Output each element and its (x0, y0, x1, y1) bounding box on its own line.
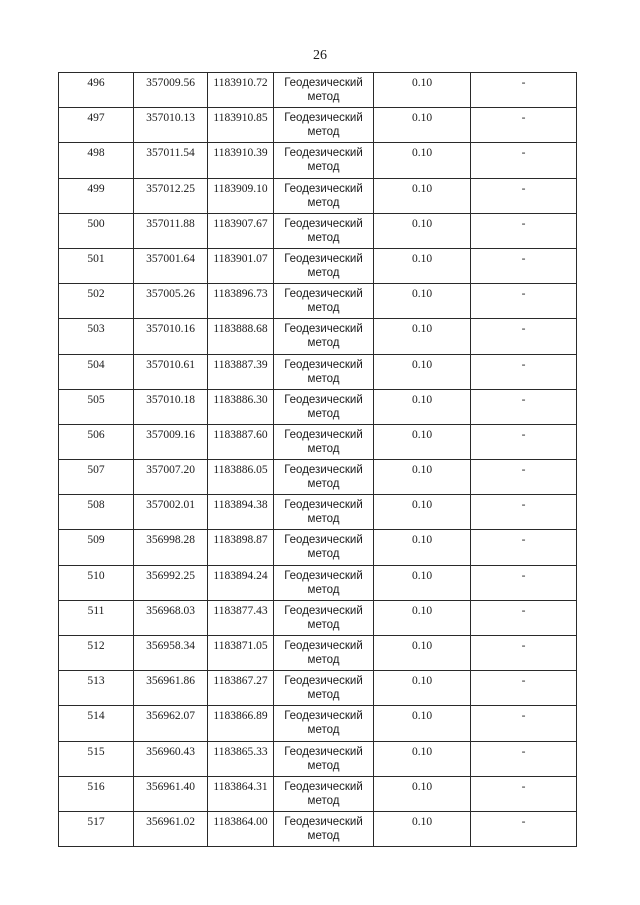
method-cell: Геодезический метод (274, 530, 374, 565)
y-coordinate-cell: 1183865.33 (208, 741, 274, 776)
page-number: 26 (313, 48, 327, 63)
point-number-cell: 511 (59, 600, 134, 635)
table-row (59, 284, 577, 319)
accuracy-cell: 0.10 (374, 319, 471, 354)
point-number-cell: 500 (59, 213, 134, 248)
x-coordinate-cell: 357005.26 (134, 284, 208, 319)
accuracy-cell: 0.10 (374, 565, 471, 600)
point-number-cell: 510 (59, 565, 134, 600)
description-cell: - (471, 389, 577, 424)
table-row (59, 671, 577, 706)
accuracy-cell: 0.10 (374, 424, 471, 459)
x-coordinate-cell: 357010.16 (134, 319, 208, 354)
method-cell: Геодезический метод (274, 284, 374, 319)
description-cell: - (471, 495, 577, 530)
description-cell: - (471, 284, 577, 319)
point-number-cell: 503 (59, 319, 134, 354)
y-coordinate-cell: 1183898.87 (208, 530, 274, 565)
point-number-cell: 496 (59, 73, 134, 108)
method-cell: Геодезический метод (274, 495, 374, 530)
description-cell: - (471, 108, 577, 143)
method-cell: Геодезический метод (274, 178, 374, 213)
method-cell: Геодезический метод (274, 741, 374, 776)
description-cell: - (471, 354, 577, 389)
table-row (59, 108, 577, 143)
method-cell: Геодезический метод (274, 706, 374, 741)
x-coordinate-cell: 357001.64 (134, 248, 208, 283)
y-coordinate-cell: 1183867.27 (208, 671, 274, 706)
accuracy-cell: 0.10 (374, 213, 471, 248)
accuracy-cell: 0.10 (374, 671, 471, 706)
accuracy-cell: 0.10 (374, 776, 471, 811)
description-cell: - (471, 530, 577, 565)
method-cell: Геодезический метод (274, 600, 374, 635)
description-cell: - (471, 213, 577, 248)
accuracy-cell: 0.10 (374, 284, 471, 319)
y-coordinate-cell: 1183910.39 (208, 143, 274, 178)
method-cell: Геодезический метод (274, 811, 374, 846)
description-cell: - (471, 565, 577, 600)
accuracy-cell: 0.10 (374, 389, 471, 424)
y-coordinate-cell: 1183871.05 (208, 636, 274, 671)
y-coordinate-cell: 1183864.31 (208, 776, 274, 811)
point-number-cell: 506 (59, 424, 134, 459)
table-row (59, 636, 577, 671)
table-row (59, 776, 577, 811)
accuracy-cell: 0.10 (374, 178, 471, 213)
method-cell: Геодезический метод (274, 319, 374, 354)
description-cell: - (471, 319, 577, 354)
table-row (59, 600, 577, 635)
y-coordinate-cell: 1183886.30 (208, 389, 274, 424)
method-cell: Геодезический метод (274, 460, 374, 495)
y-coordinate-cell: 1183894.24 (208, 565, 274, 600)
table-row (59, 354, 577, 389)
point-number-cell: 502 (59, 284, 134, 319)
method-cell: Геодезический метод (274, 73, 374, 108)
description-cell: - (471, 706, 577, 741)
method-cell: Геодезический метод (274, 636, 374, 671)
table-row (59, 143, 577, 178)
point-number-cell: 517 (59, 811, 134, 846)
table-row (59, 495, 577, 530)
description-cell: - (471, 600, 577, 635)
y-coordinate-cell: 1183888.68 (208, 319, 274, 354)
point-number-cell: 515 (59, 741, 134, 776)
point-number-cell: 505 (59, 389, 134, 424)
accuracy-cell: 0.10 (374, 460, 471, 495)
y-coordinate-cell: 1183886.05 (208, 460, 274, 495)
y-coordinate-cell: 1183910.72 (208, 73, 274, 108)
description-cell: - (471, 248, 577, 283)
x-coordinate-cell: 356998.28 (134, 530, 208, 565)
method-cell: Геодезический метод (274, 213, 374, 248)
point-number-cell: 498 (59, 143, 134, 178)
description-cell: - (471, 178, 577, 213)
y-coordinate-cell: 1183910.85 (208, 108, 274, 143)
point-number-cell: 504 (59, 354, 134, 389)
x-coordinate-cell: 357010.61 (134, 354, 208, 389)
x-coordinate-cell: 356961.40 (134, 776, 208, 811)
accuracy-cell: 0.10 (374, 354, 471, 389)
point-number-cell: 516 (59, 776, 134, 811)
table-row (59, 706, 577, 741)
accuracy-cell: 0.10 (374, 741, 471, 776)
coordinates-table (58, 72, 577, 847)
x-coordinate-cell: 356968.03 (134, 600, 208, 635)
method-cell: Геодезический метод (274, 389, 374, 424)
y-coordinate-cell: 1183901.07 (208, 248, 274, 283)
x-coordinate-cell: 356961.02 (134, 811, 208, 846)
point-number-cell: 497 (59, 108, 134, 143)
accuracy-cell: 0.10 (374, 108, 471, 143)
method-cell: Геодезический метод (274, 424, 374, 459)
x-coordinate-cell: 356961.86 (134, 671, 208, 706)
x-coordinate-cell: 356992.25 (134, 565, 208, 600)
table-row (59, 178, 577, 213)
x-coordinate-cell: 357011.54 (134, 143, 208, 178)
y-coordinate-cell: 1183887.39 (208, 354, 274, 389)
y-coordinate-cell: 1183896.73 (208, 284, 274, 319)
table-row (59, 319, 577, 354)
description-cell: - (471, 143, 577, 178)
x-coordinate-cell: 357002.01 (134, 495, 208, 530)
method-cell: Геодезический метод (274, 354, 374, 389)
point-number-cell: 508 (59, 495, 134, 530)
table-row (59, 460, 577, 495)
point-number-cell: 513 (59, 671, 134, 706)
method-cell: Геодезический метод (274, 143, 374, 178)
accuracy-cell: 0.10 (374, 811, 471, 846)
x-coordinate-cell: 357012.25 (134, 178, 208, 213)
accuracy-cell: 0.10 (374, 73, 471, 108)
table-row (59, 811, 577, 846)
table-row (59, 565, 577, 600)
method-cell: Геодезический метод (274, 565, 374, 600)
point-number-cell: 509 (59, 530, 134, 565)
table-row (59, 741, 577, 776)
x-coordinate-cell: 357009.56 (134, 73, 208, 108)
x-coordinate-cell: 356960.43 (134, 741, 208, 776)
point-number-cell: 501 (59, 248, 134, 283)
description-cell: - (471, 671, 577, 706)
description-cell: - (471, 636, 577, 671)
x-coordinate-cell: 356962.07 (134, 706, 208, 741)
point-number-cell: 507 (59, 460, 134, 495)
accuracy-cell: 0.10 (374, 143, 471, 178)
x-coordinate-cell: 357007.20 (134, 460, 208, 495)
y-coordinate-cell: 1183909.10 (208, 178, 274, 213)
description-cell: - (471, 460, 577, 495)
y-coordinate-cell: 1183864.00 (208, 811, 274, 846)
y-coordinate-cell: 1183877.43 (208, 600, 274, 635)
table-row (59, 73, 577, 108)
table-row (59, 248, 577, 283)
x-coordinate-cell: 357011.88 (134, 213, 208, 248)
x-coordinate-cell: 357010.18 (134, 389, 208, 424)
method-cell: Геодезический метод (274, 671, 374, 706)
method-cell: Геодезический метод (274, 776, 374, 811)
accuracy-cell: 0.10 (374, 706, 471, 741)
description-cell: - (471, 741, 577, 776)
description-cell: - (471, 424, 577, 459)
point-number-cell: 512 (59, 636, 134, 671)
x-coordinate-cell: 357010.13 (134, 108, 208, 143)
x-coordinate-cell: 357009.16 (134, 424, 208, 459)
description-cell: - (471, 73, 577, 108)
point-number-cell: 499 (59, 178, 134, 213)
x-coordinate-cell: 356958.34 (134, 636, 208, 671)
y-coordinate-cell: 1183894.38 (208, 495, 274, 530)
y-coordinate-cell: 1183866.89 (208, 706, 274, 741)
point-number-cell: 514 (59, 706, 134, 741)
accuracy-cell: 0.10 (374, 495, 471, 530)
method-cell: Геодезический метод (274, 108, 374, 143)
table-row (59, 424, 577, 459)
description-cell: - (471, 776, 577, 811)
accuracy-cell: 0.10 (374, 530, 471, 565)
accuracy-cell: 0.10 (374, 636, 471, 671)
description-cell: - (471, 811, 577, 846)
accuracy-cell: 0.10 (374, 600, 471, 635)
y-coordinate-cell: 1183887.60 (208, 424, 274, 459)
table-row (59, 389, 577, 424)
coordinates-table-body (59, 73, 577, 847)
accuracy-cell: 0.10 (374, 248, 471, 283)
method-cell: Геодезический метод (274, 248, 374, 283)
table-row (59, 530, 577, 565)
y-coordinate-cell: 1183907.67 (208, 213, 274, 248)
table-row (59, 213, 577, 248)
